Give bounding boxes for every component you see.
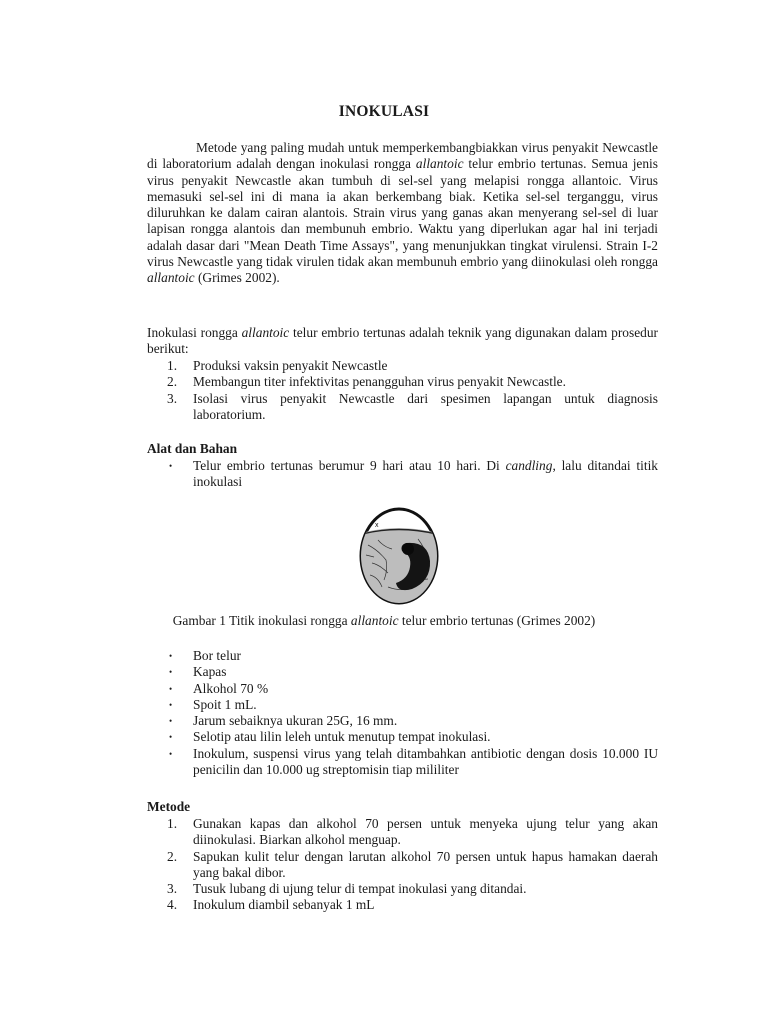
uses-list	[147, 358, 658, 423]
method-list	[147, 816, 658, 914]
list-item: 3. Tusuk lubang di ujung telur di tempat inokulasi yang ditandai.	[167, 881, 527, 897]
uses-paragraph: Inokulasi rongga allantoic telur embrio tertunas adalah teknik yang digunakan dalam prosedur berikut:	[147, 325, 658, 357]
egg-list	[147, 458, 658, 491]
list-item: • Selotip atau lilin leleh untuk menutup tempat inokulasi.	[169, 729, 491, 745]
inoculation-mark: x	[375, 522, 379, 529]
list-item: • Inokulum, suspensi virus yang telah ditambahkan antibiotic dengan dosis 10.000 IU penicilin dan 10.000 ug streptomisin tiap mililiter	[169, 745, 658, 778]
list-item: • Alkohol 70 %	[169, 680, 269, 696]
egg-candling-figure	[358, 505, 440, 605]
list-item: 4. Inokulum diambil sebanyak 1 mL	[167, 897, 375, 913]
embryo-head	[402, 543, 414, 555]
intro-paragraph: Metode yang paling mudah untuk memperkembangbiakkan virus penyakit Newcastle di laboratorium adalah dengan inokulasi rongga allantoic telur embrio tertunas. Semua jenis virus penyakit Newcastle akan tumbuh di sel-sel yang melapisi rongga allantoic. Virus memasuki sel-sel ini di mana ia akan berkembang biak. Ketika sel-sel terganggu, virus diluruhkan ke dalam cairan alantois. Strain virus yang ganas akan menyerang sel-sel di luar lapisan rongga alantois dan membunuh embrio. Waktu yang diperlukan agar hal ini terjadi adalah dasar dari "Mean Death Time Assays", yang menunjukkan tingkat virulensi. Strain I-2 virus Newcastle yang tidak virulen tidak akan membunuh embrio yang diinokulasi oleh rongga allantoic (Grimes 2002).	[147, 140, 658, 286]
materials-list	[147, 648, 658, 778]
list-item: 1. Produksi vaksin penyakit Newcastle	[167, 358, 388, 373]
list-item: • Spoit 1 mL.	[169, 696, 257, 712]
figure-caption: Gambar 1 Titik inokulasi rongga allantoic telur embrio tertunas (Grimes 2002)	[172, 613, 596, 628]
list-item: • Jarum sebaiknya ukuran 25G, 16 mm.	[169, 713, 398, 729]
method-heading: Metode	[147, 799, 191, 814]
list-item: 2. Sapukan kulit telur dengan larutan alkohol 70 persen untuk hapus hamakan daerah yang bakal dibor.	[167, 848, 658, 880]
page-title: INOKULASI	[338, 103, 430, 120]
list-item: 3. Isolasi virus penyakit Newcastle dari spesimen lapangan untuk diagnosis laboratorium.	[167, 390, 658, 422]
list-item: 2. Membangun titer infektivitas penangguhan virus penyakit Newcastle.	[167, 374, 566, 390]
list-item: • Kapas	[169, 664, 227, 680]
list-item: • Telur embrio tertunas berumur 9 hari atau 10 hari. Di candling, lalu ditandai titik inokulasi	[169, 458, 658, 490]
materials-heading: Alat dan Bahan	[147, 441, 238, 456]
list-item: • Bor telur	[169, 648, 241, 663]
list-item: 1. Gunakan kapas dan alkohol 70 persen untuk menyeka ujung telur yang akan diinokulasi. Biarkan alkohol menguap.	[167, 816, 658, 848]
